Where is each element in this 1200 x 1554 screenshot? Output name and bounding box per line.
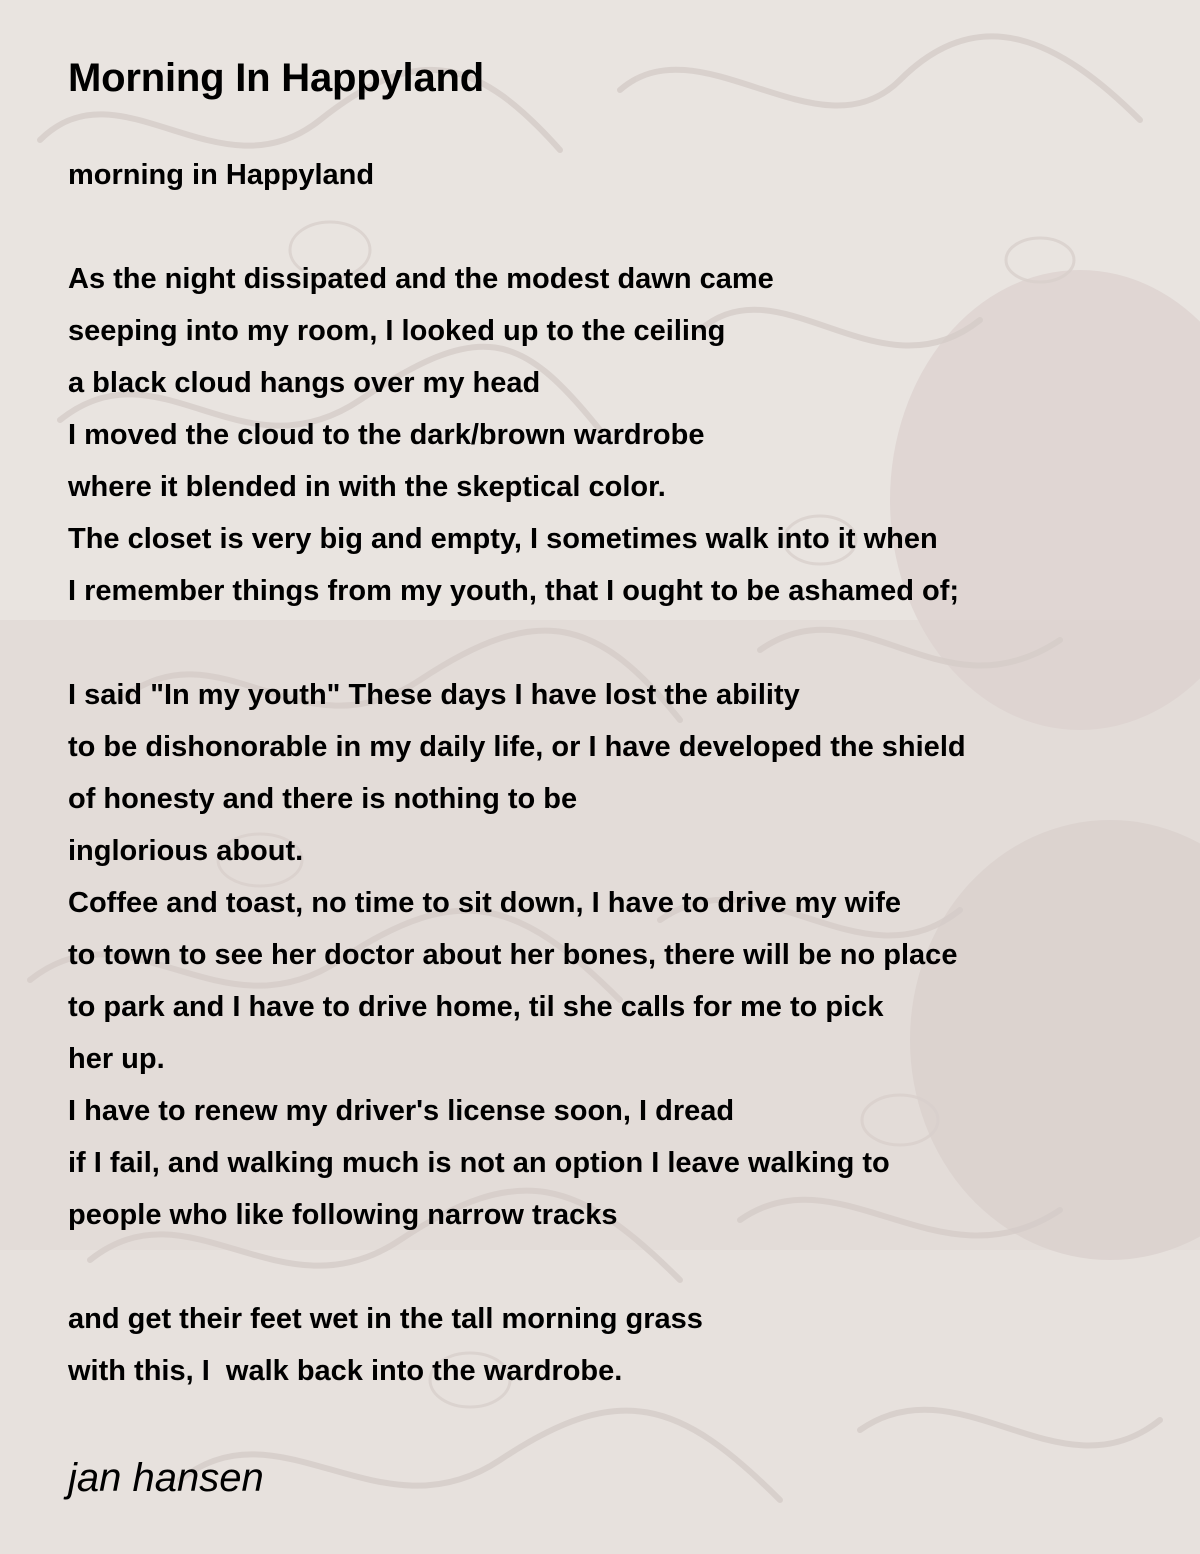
poem-title: Morning In Happyland [68,56,484,100]
poem-author: jan hansen [68,1456,264,1500]
poem-line: morning in Happyland [68,159,375,191]
poem-line: seeping into my room, I looked up to the ceiling [68,315,726,347]
stanza-break [68,1241,1178,1293]
poem-line: to be dishonorable in my daily life, or I have developed the shield [68,731,966,763]
poem-line: to town to see her doctor about her bones, there will be no place [68,939,958,971]
stanza-break [68,617,1178,669]
poem-line: where it blended in with the skeptical color. [68,471,666,503]
poem-line: I have to renew my driver's license soon, I dread [68,1095,735,1127]
stanza-break [68,201,1178,253]
poem-line: I remember things from my youth, that I ought to be ashamed of; [68,575,960,607]
poem-line: I moved the cloud to the dark/brown wardrobe [68,419,705,451]
poem-line: of honesty and there is nothing to be [68,783,578,815]
poem-line: As the night dissipated and the modest dawn came [68,263,774,295]
poem-line: and get their feet wet in the tall morning grass [68,1303,703,1335]
poem-line: people who like following narrow tracks [68,1199,618,1231]
poem-line: to park and I have to drive home, til she calls for me to pick [68,991,884,1023]
poem-body [68,149,1178,1397]
poem-line: inglorious about. [68,835,304,867]
poem-line: a black cloud hangs over my head [68,367,541,399]
poem-line: I said "In my youth" These days I have lost the ability [68,679,800,711]
poem-line: with this, I walk back into the wardrobe. [68,1355,623,1387]
poem-line: if I fail, and walking much is not an option I leave walking to [68,1147,890,1179]
poem-line: Coffee and toast, no time to sit down, I have to drive my wife [68,887,902,919]
poem-line: The closet is very big and empty, I sometimes walk into it when [68,523,938,555]
poem-line: her up. [68,1043,165,1075]
